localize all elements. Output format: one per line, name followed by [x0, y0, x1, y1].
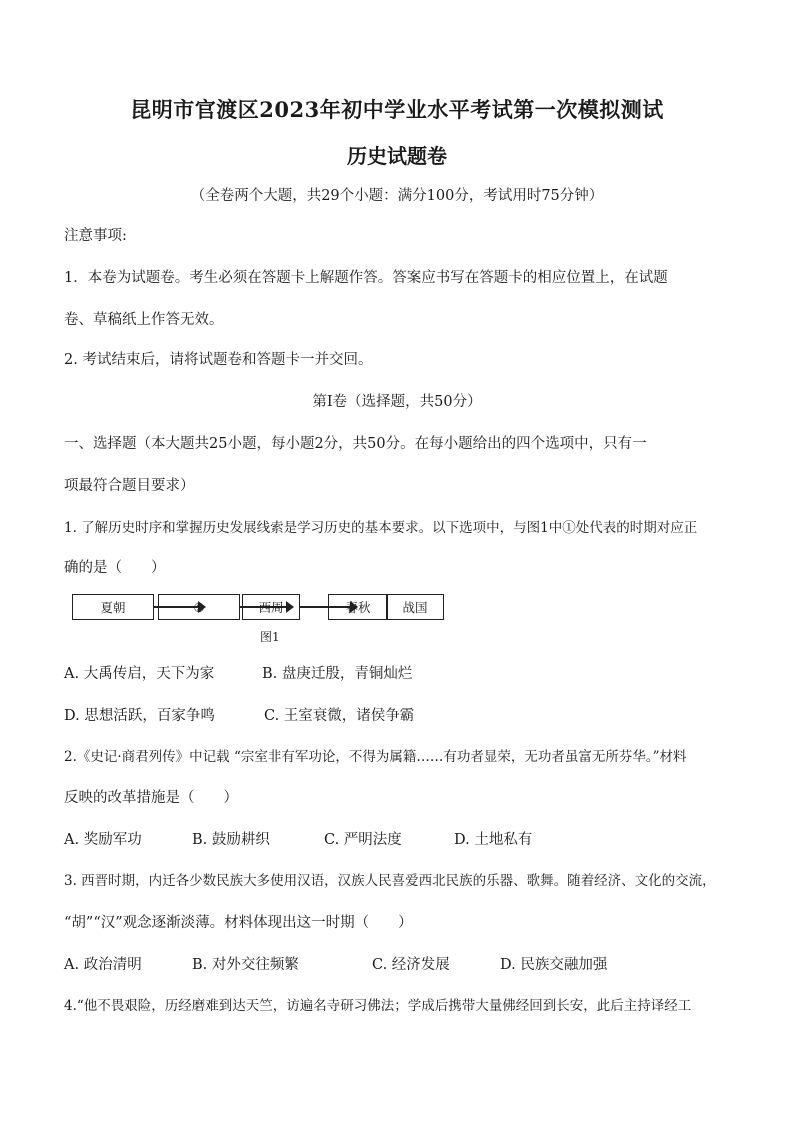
notes-item-2: 2. 考试结束后，请将试题卷和答题卡一并交回。	[64, 352, 373, 368]
exam-title: 昆明市官渡区2023年初中学业水平考试第一次模拟测试	[130, 97, 664, 122]
q2-option-b: B. 鼓励耕织	[192, 832, 270, 848]
q1-option-d: D. 思想活跃，百家争鸣	[64, 708, 215, 724]
q3-stem-line-2: “胡”“汉”观念逐渐淡薄。材料体现出这一时期（ ）	[64, 915, 413, 931]
q2-stem-line-2: 反映的改革措施是（ ）	[64, 790, 238, 806]
q2-option-c: C. 严明法度	[324, 832, 402, 848]
timeline-box-circled-1: ①	[158, 594, 240, 620]
q4-stem-line-1: 4.“他不畏艰险，历经磨难到达天竺，访遍名寺研习佛法；学成后携带大量佛经回到长安，此后主持译经工	[64, 998, 692, 1014]
q2-stem-line-1: 2.《史记·商君列传》中记载 “宗室非有军功论，不得为属籍……有功者显荣，无功者虽富无所芬华。”材料	[64, 749, 687, 765]
timeline-box-western-zhou: 西周	[242, 594, 300, 620]
q2-option-a: A. 奖励军功	[64, 832, 142, 848]
q3-option-c: C. 经济发展	[372, 957, 450, 973]
q3-option-a: A. 政治清明	[64, 957, 142, 973]
q1-option-b: B. 盘庚迁殷，青铜灿烂	[262, 666, 413, 682]
notes-item-1-line-2: 卷、草稿纸上作答无效。	[64, 312, 224, 328]
q1-option-a: A. 大禹传启，天下为家	[64, 666, 215, 682]
q1-stem-line-2: 确的是（ ）	[64, 560, 166, 576]
section-title: 第Ⅰ卷（选择题，共50分）	[312, 394, 482, 410]
timeline-box-spring-autumn: 春秋	[328, 594, 388, 620]
q3-option-b: B. 对外交往频繁	[192, 957, 299, 973]
exam-subtitle: 历史试题卷	[347, 144, 447, 168]
figure-1-timeline	[72, 594, 452, 644]
exam-info: （全卷两个大题，共29个小题：满分100分，考试用时75分钟）	[190, 188, 604, 204]
q2-option-d: D. 土地私有	[454, 832, 533, 848]
figure-1-caption: 图1	[260, 630, 280, 644]
section-instructions-line-2: 项最符合题目要求）	[64, 478, 195, 494]
notes-heading: 注意事项:	[64, 228, 127, 244]
q3-stem-line-1: 3. 西晋时期，内迁各少数民族大多使用汉语，汉族人民喜爱西北民族的乐器、歌舞。随着经济、文化的交流，	[64, 873, 716, 889]
timeline-box-warring-states: 战国	[386, 594, 444, 620]
section-instructions-line-1: 一、选择题（本大题共25小题，每小题2分，共50分。在每小题给出的四个选项中，只有一	[64, 436, 647, 452]
q1-option-c: C. 王室衰微，诸侯争霸	[264, 708, 415, 724]
notes-item-1-line-1: 1．本卷为试题卷。考生必须在答题卡上解题作答。答案应书写在答题卡的相应位置上，在试题	[64, 270, 668, 286]
timeline-box-xia: 夏朝	[72, 594, 154, 620]
q3-option-d: D. 民族交融加强	[500, 957, 608, 973]
q1-stem-line-1: 1. 了解历史时序和掌握历史发展线索是学习历史的基本要求。以下选项中，与图1中①处代表的时期对应正	[64, 520, 698, 536]
